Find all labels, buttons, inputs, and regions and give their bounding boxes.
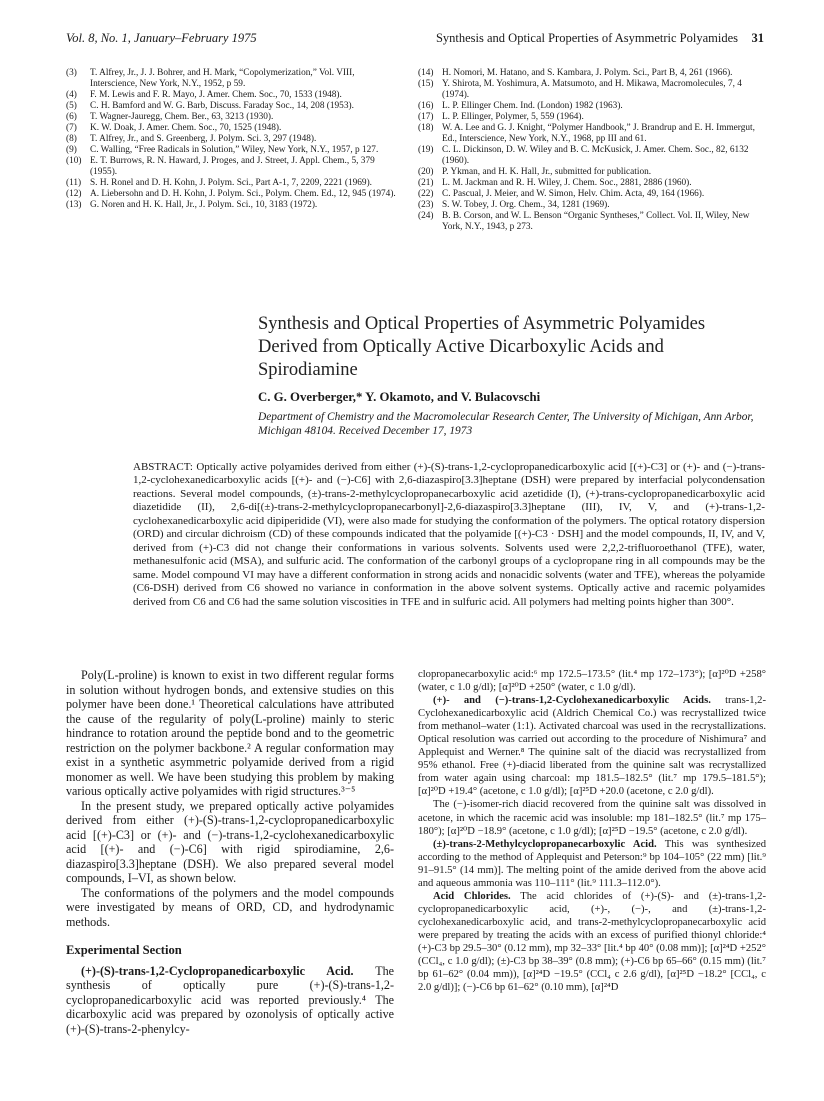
abstract: ABSTRACT: Optically active polyamides derived from either (+)-(S)-trans-1,2-cyclopropanedicarboxylic acid [(+)-C3] or (+)- and (−)-trans-1,2-cyclohexanedicarboxylic acids [(+)- and (−)-C6] with 2,6-diazaspiro[3.3]heptane (DSH) were prepared by interfacial polycondensation reactions. Several model compounds, (±)-trans-2-methylcyclopropanecarboxylic acid azetidide (I), (+)-trans-cyclopropanedicarboxylic acid diazetidide (II), 2,6-di[(±)-trans-2-methylcyclopropanecarbonyl]-2,6-diazaspiro[3.3]heptane (III), IV, V, and (+)-trans-1,2-cyclohexanedicarboxylic acid dipiperidide (VI), were also made for studying the conformation of the polymers. The optical rotatory dispersion (ORD) and circular dichroism (CD) of these compounds indicated that the polyamide [(+)-C3 · DSH] and the model compounds, II, IV, and V, derived from (+)-C3 did not change their conformations in various solvents. Solvents used were 2,2,2-trifluoroethanol (TFE), water, methanesulfonic acid (MSA), and sulfuric acid. The conformation of the carbonyl groups of a cyclopropane ring in all compounds may be the same. Model compound VI may have a different conformation in strong acids and nonacidic solvents (water and TFE), whereas the polyamide (C6-DSH) derived from C6 showed no variance in conformation in the above solvent systems. Optically active and racemic polyamides derived from C6 and C6 had the same solution viscosities in TFE and in sulfuric acid. All polymers had melting points higher than 300°. — [133, 461, 765, 608]
body-paragraph — [418, 890, 766, 994]
reference-item — [66, 101, 398, 112]
body-paragraph: In the present study, we prepared optically active polyamides derived from either (+)-(S)-trans-1,2-cyclopropanedicarboxylic acid [(+)-C3] or (+)- and (−)-trans-1,2-cyclohexanedicarboxylic acid [(+)- and (−)-C6] with rigid spirodiamine, 2,6-diazaspiro[3.3]heptane (DSH). We also prepared several model compounds, I–VI, as shown below. — [66, 798, 394, 885]
reference-number: (11) — [66, 178, 82, 188]
body-paragraph — [418, 694, 766, 798]
reference-number: (21) — [418, 178, 434, 188]
body-paragraph: The conformations of the polymers and the model compounds were investigated by means of ORD, CD, and hydrodynamic methods. — [66, 885, 394, 929]
reference-text: T. Wagner-Jauregg, Chem. Ber., 63, 3213 (1930). — [90, 112, 274, 122]
reference-text: C. L. Dickinson, D. W. Wiley and B. C. McKusick, J. Amer. Chem. Soc., 82, 6132 (1960). — [442, 145, 749, 166]
reference-text: L. P. Ellinger Chem. Ind. (London) 1982 (1963). — [442, 101, 623, 111]
reference-number: (19) — [418, 145, 434, 155]
reference-number: (14) — [418, 68, 434, 78]
references-left — [66, 68, 398, 211]
reference-text: L. M. Jackman and R. H. Wiley, J. Chem. Soc., 2881, 2886 (1960). — [442, 178, 692, 188]
references-right — [418, 68, 764, 233]
reference-text: H. Nomori, M. Hatano, and S. Kambara, J. Polym. Sci., Part B, 4, 261 (1966). — [442, 68, 733, 78]
paragraph-text: trans-1,2-Cyclohexanedicarboxylic acid (Aldrich Chemical Co.) was recrystallized twice from methanol–water (1:1). Activated charcoal was used in the recrystallizations. Optical resolution was carried out according to the procedure of Nishimura⁷ and Applequist and Werner.⁸ The quinine salt of the diacid was recrystallized from 95% ethanol. Free (+)-diacid liberated from the quinine salt was recrystallized from water again using charcoal: mp 181.5–182.5° (lit.⁷ mp 179.5–181.5°); [α]²⁰D +19.4° (acetone, c 1.0 g/dl); [α]²⁵D +20.0 (acetone, c 2.0 g/dl). — [418, 695, 766, 798]
body-paragraph — [418, 838, 766, 890]
reference-item — [418, 178, 764, 189]
reference-text: T. Alfrey, Jr., and S. Greenberg, J. Polym. Sci. 3, 297 (1948). — [90, 134, 317, 144]
reference-number: (18) — [418, 123, 434, 133]
run-in-heading: (±)-trans-2-Methylcyclopropanecarboxylic Acid. — [433, 838, 657, 850]
running-title: Synthesis and Optical Properties of Asymmetric Polyamides — [435, 31, 738, 45]
reference-text: P. Ykman, and H. K. Hall, Jr., submitted for publication. — [442, 167, 652, 177]
reference-text: S. H. Ronel and D. H. Kohn, J. Polym. Sci., Part A-1, 7, 2209, 2221 (1969). — [90, 178, 373, 188]
paragraph-text: The acid chlorides of (+)-(S)- and (±)-trans-1,2-cyclopropanedicarboxylic acid, (+)-, (−)-, and (±)-trans-1,2-cyclohexanedicarboxylic acid, and trans-2-methylcyclopropanecarboxylic acid were prepared by treating the acids with an excess of purified thionyl chloride:⁴ (+)-C3 bp 29.5–30° (0.12 mm), mp 32–33° [lit.⁴ bp 40° (0.08 mm)]; [α]²⁴D +252° (CCl₄, c 1.0 g/dl); (±)-C3 bp 38–39° (0.8 mm); (+)-C6 bp 65–66° (0.15 mm) (lit.⁷ bp 61–62° (0.04 mm)), [α]²⁴D −19.5° (CCl₄ c 2.6 g/dl), [α]²⁵D −18.2° [CCl₄, c 2.0 g/dl)]; (−)-C6 bp 61–62° (0.10 mm), [α]²⁴D — [418, 890, 766, 994]
reference-text: E. T. Burrows, R. N. Haward, J. Proges, and J. Street, J. Appl. Chem., 5, 379 (1955). — [90, 156, 375, 177]
paragraph-text: This was synthesized according to the method of Applequist and Peterson:⁹ bp 104–105° (22 mm) [lit.⁹ 91–91.5° (14 mm)]. The melting point of the amide derived from the above acid and aqueous ammonia was 110–111° (lit.⁹ 111.3–112.0°). — [418, 838, 767, 889]
reference-text: A. Liebersohn and D. H. Kohn, J. Polym. Sci., Polym. Chem. Ed., 12, 945 (1974). — [90, 189, 396, 199]
reference-item — [418, 68, 764, 79]
reference-item — [66, 178, 398, 189]
paragraph-text: The synthesis of optically pure (+)-(S)-trans-1,2-cyclopropanedicarboxylic acid was reported previously.⁴ The dicarboxylic acid was prepared by ozonolysis of optically active (+)-(S)-trans-2-phenylcy- — [66, 963, 395, 1036]
reference-text: B. B. Corson, and W. L. Benson “Organic Syntheses,” Collect. Vol. II, Wiley, New York, N.Y., 1943, p 273. — [442, 211, 750, 232]
reference-item — [66, 123, 398, 134]
reference-number: (10) — [66, 156, 82, 166]
reference-number: (20) — [418, 167, 434, 177]
reference-item — [418, 200, 764, 211]
body-paragraph: Poly(L-proline) is known to exist in two different regular forms in solution without hydrogen bonds, and extensive studies on this polymer have been done.¹ Theoretical calculations have attributed the cause of the regularity of poly(L-proline) mainly to steric hindrance to rotation around the peptide bond and to the geometric restriction on the polymer backbone.² A regular conformation may exist in a synthetic asymmetric polyamide derived from a rigid monomer as well. We have been studying this problem by making various optically active polyamides with rigid structures.³⁻⁵ — [66, 668, 394, 798]
reference-item — [418, 211, 764, 233]
page-number: 31 — [751, 31, 764, 45]
article-affiliation: Department of Chemistry and the Macromolecular Research Center, The University of Michigan, Ann Arbor, Michigan 48104. Received December 17, 1973 — [258, 411, 754, 437]
section-heading: Experimental Section — [66, 943, 182, 957]
reference-item — [66, 156, 398, 178]
reference-text: C. Walling, “Free Radicals in Solution,” Wiley, New York, N.Y., 1957, p 127. — [90, 145, 379, 155]
reference-item — [418, 145, 764, 167]
reference-number: (16) — [418, 101, 434, 111]
run-in-heading: Acid Chlorides. — [433, 890, 511, 902]
reference-item — [66, 68, 398, 90]
reference-number: (15) — [418, 79, 434, 89]
reference-number: (5) — [66, 101, 77, 111]
reference-text: W. A. Lee and G. J. Knight, “Polymer Handbook,” J. Brandrup and E. H. Immergut, Ed., Interscience, New York, N.Y., 1968, pp III and 61. — [442, 123, 755, 144]
reference-number: (6) — [66, 112, 77, 122]
reference-number: (4) — [66, 90, 77, 100]
reference-text: C. H. Bamford and W. G. Barb, Discuss. Faraday Soc., 14, 208 (1953). — [90, 101, 354, 111]
reference-text: C. Pascual, J. Meier, and W. Simon, Helv. Chim. Acta, 49, 164 (1966). — [442, 189, 705, 199]
reference-item — [66, 90, 398, 101]
running-header — [66, 31, 764, 49]
reference-item — [418, 79, 764, 101]
reference-item — [418, 123, 764, 145]
reference-item — [66, 145, 398, 156]
reference-text: G. Noren and H. K. Hall, Jr., J. Polym. Sci., 10, 3183 (1972). — [90, 200, 318, 210]
reference-item — [418, 167, 764, 178]
reference-text: L. P. Ellinger, Polymer, 5, 559 (1964). — [442, 112, 584, 122]
reference-item — [66, 112, 398, 123]
reference-item — [66, 134, 398, 145]
reference-text: Y. Shirota, M. Yoshimura, A. Matsumoto, and H. Mikawa, Macromolecules, 7, 4 (1974). — [442, 79, 742, 100]
reference-number: (13) — [66, 200, 82, 210]
article-authors: C. G. Overberger,* Y. Okamoto, and V. Bulacovschi — [258, 390, 541, 404]
run-in-heading: (+)-(S)-trans-1,2-Cyclopropanedicarboxylic Acid. — [81, 963, 354, 978]
body-paragraph: The (−)-isomer-rich diacid recovered from the quinine salt was dissolved in acetone, in which the racemic acid was insoluble: mp 181–182.5° (lit.⁷ mp 175–180°); [α]²⁰D −18.9° (acetone, c 1.0 g/dl); [α]²⁵D −19.5° (acetone, c 2.0 g/dl). — [418, 799, 766, 837]
article-title: Synthesis and Optical Properties of Asymmetric Polyamides Derived from Optically Active Dicarboxylic Acids and Spirodiamine — [258, 314, 706, 380]
body-column-right — [418, 668, 766, 994]
body-paragraph: clopropanecarboxylic acid:⁶ mp 172.5–173.5° (lit.⁴ mp 172–173°); [α]²⁰D +258° (water, c 1.0 g/dl); [α]²⁰D +250° (water, c 1.0 g/dl). — [418, 669, 766, 694]
journal-issue: Vol. 8, No. 1, January–February 1975 — [66, 31, 257, 45]
reference-number: (7) — [66, 123, 77, 133]
reference-item — [66, 200, 398, 211]
body-column-left — [66, 668, 394, 1036]
reference-number: (17) — [418, 112, 434, 122]
reference-number: (12) — [66, 189, 82, 199]
reference-number: (22) — [418, 189, 434, 199]
reference-number: (8) — [66, 134, 77, 144]
reference-text: S. W. Tobey, J. Org. Chem., 34, 1281 (1969). — [442, 200, 610, 210]
reference-number: (24) — [418, 211, 434, 221]
reference-number: (23) — [418, 200, 434, 210]
reference-number: (9) — [66, 145, 77, 155]
reference-number: (3) — [66, 68, 77, 78]
reference-item — [66, 189, 398, 200]
reference-item — [418, 189, 764, 200]
reference-text: F. M. Lewis and F. R. Mayo, J. Amer. Chem. Soc., 70, 1533 (1948). — [90, 90, 342, 100]
reference-text: T. Alfrey, Jr., J. J. Bohrer, and H. Mark, “Copolymerization,” Vol. VIII, Interscience, New York, N.Y., 1952, p 59. — [90, 68, 355, 89]
body-paragraph — [66, 964, 394, 1037]
reference-item — [418, 101, 764, 112]
reference-item — [418, 112, 764, 123]
reference-text: K. W. Doak, J. Amer. Chem. Soc., 70, 1525 (1948). — [90, 123, 282, 133]
run-in-heading: (+)- and (−)-trans-1,2-Cyclohexanedicarboxylic Acids. — [433, 695, 711, 707]
